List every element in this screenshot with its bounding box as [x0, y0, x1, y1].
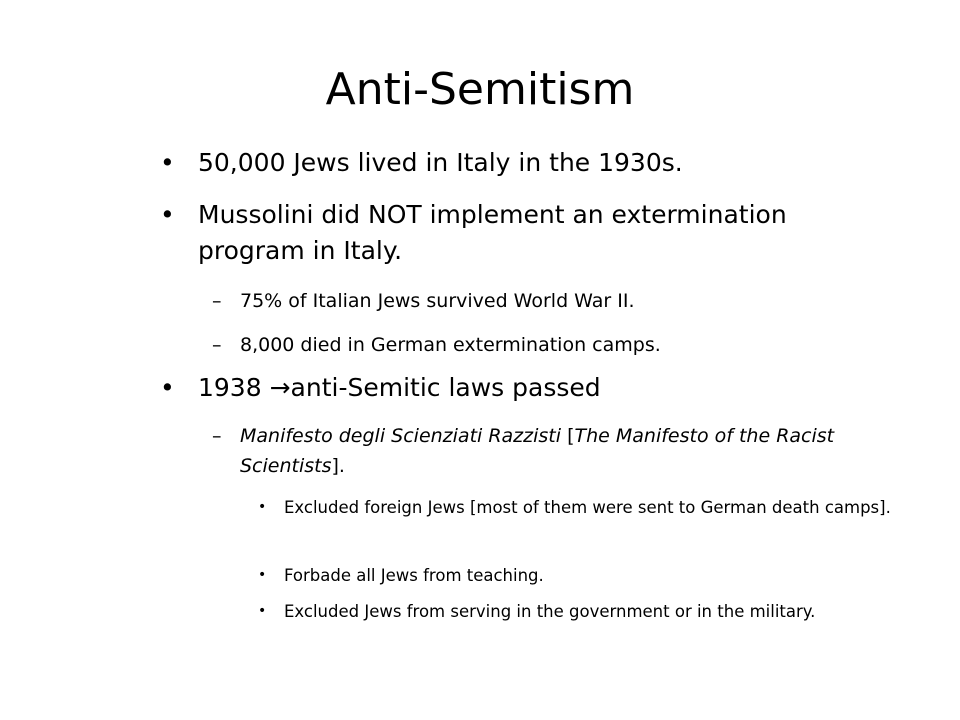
small-bullet-marker: •	[258, 603, 267, 619]
bullet-item-laws-passed	[198, 370, 888, 406]
sub-item-manifesto	[240, 421, 900, 481]
manifesto-english-title: The Manifesto of the Racist Scientists	[240, 425, 835, 477]
manifesto-bracket-open: [	[561, 425, 575, 447]
slide-title: Anti-Semitism	[325, 64, 635, 115]
dash-marker: –	[212, 334, 222, 356]
bullet-marker: •	[160, 148, 175, 177]
small-bullet-marker: •	[258, 567, 267, 583]
sub-sub-item-foreign-jews: Excluded foreign Jews [most of them were sent to German death camps].	[284, 498, 891, 517]
bullet-marker: •	[160, 373, 175, 402]
bullet-marker: •	[160, 200, 175, 229]
dash-marker: –	[212, 290, 222, 312]
arrow-right-icon: →	[269, 373, 291, 402]
bullet-item-no-extermination: Mussolini did NOT implement an extermination program in Italy.	[198, 200, 787, 265]
manifesto-italian-title: Manifesto degli Scienziati Razzisti	[240, 425, 562, 447]
bullet-item-jews-population: 50,000 Jews lived in Italy in the 1930s.	[198, 148, 683, 177]
laws-text: anti-Semitic laws passed	[290, 373, 601, 402]
sub-sub-item-teaching: Forbade all Jews from teaching.	[284, 566, 544, 585]
small-bullet-marker: •	[258, 499, 267, 515]
manifesto-bracket-close: ].	[331, 455, 345, 477]
sub-sub-item-government: Excluded Jews from serving in the government or in the military.	[284, 602, 816, 621]
sub-item-died: 8,000 died in German extermination camps.	[240, 334, 661, 356]
laws-year: 1938	[198, 373, 270, 402]
sub-item-survived: 75% of Italian Jews survived World War II.	[240, 290, 635, 312]
dash-marker: –	[212, 425, 222, 447]
